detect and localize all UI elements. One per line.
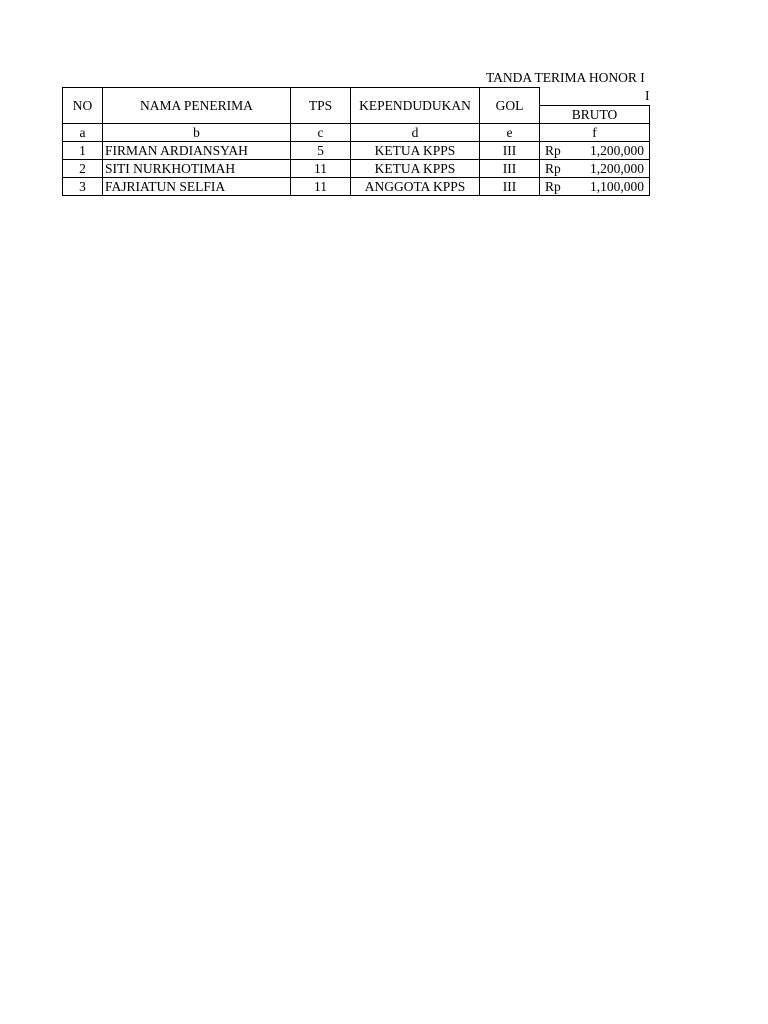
- table-row: [63, 178, 650, 196]
- bruto-amount: 1,200,000: [590, 161, 644, 176]
- cell-gol: III: [480, 160, 540, 178]
- table-row: [63, 160, 650, 178]
- bruto-amount: 1,200,000: [590, 143, 644, 158]
- code-kependudukan: d: [351, 124, 480, 142]
- header-no: NO: [63, 88, 103, 124]
- header-nama-penerima: NAMA PENERIMA: [103, 88, 291, 124]
- cell-no: 2: [63, 160, 103, 178]
- cell-tps: 11: [291, 178, 351, 196]
- cell-no: 3: [63, 178, 103, 196]
- cell-nama: SITI NURKHOTIMAH: [103, 160, 291, 178]
- spreadsheet-viewport: [0, 0, 650, 210]
- honor-group-header: I: [645, 88, 650, 103]
- code-bruto: f: [540, 124, 650, 142]
- currency-label: Rp: [545, 179, 561, 194]
- header-gol: GOL: [480, 88, 540, 124]
- code-row: [63, 124, 650, 142]
- cell-gol: III: [480, 142, 540, 160]
- currency-label: Rp: [545, 161, 561, 176]
- code-no: a: [63, 124, 103, 142]
- bruto-amount: 1,100,000: [590, 179, 644, 194]
- cell-bruto: [540, 142, 650, 160]
- header-row-top: [63, 88, 650, 106]
- header-kependudukan: KEPENDUDUKAN: [351, 88, 480, 124]
- cell-gol: III: [480, 178, 540, 196]
- code-tps: c: [291, 124, 351, 142]
- cell-kependudukan: KETUA KPPS: [351, 142, 480, 160]
- code-nama: b: [103, 124, 291, 142]
- cell-tps: 11: [291, 160, 351, 178]
- document-title: TANDA TERIMA HONOR I: [486, 70, 645, 85]
- honor-table: [62, 87, 650, 196]
- cell-tps: 5: [291, 142, 351, 160]
- header-tps: TPS: [291, 88, 351, 124]
- cell-kependudukan: ANGGOTA KPPS: [351, 178, 480, 196]
- currency-label: Rp: [545, 143, 561, 158]
- cell-no: 1: [63, 142, 103, 160]
- cell-nama: FIRMAN ARDIANSYAH: [103, 142, 291, 160]
- cell-bruto: [540, 160, 650, 178]
- table-row: [63, 142, 650, 160]
- cell-bruto: [540, 178, 650, 196]
- header-honor-group-cell: [540, 88, 650, 106]
- cell-nama: FAJRIATUN SELFIA: [103, 178, 291, 196]
- header-bruto: BRUTO: [540, 105, 650, 123]
- cell-kependudukan: KETUA KPPS: [351, 160, 480, 178]
- code-gol: e: [480, 124, 540, 142]
